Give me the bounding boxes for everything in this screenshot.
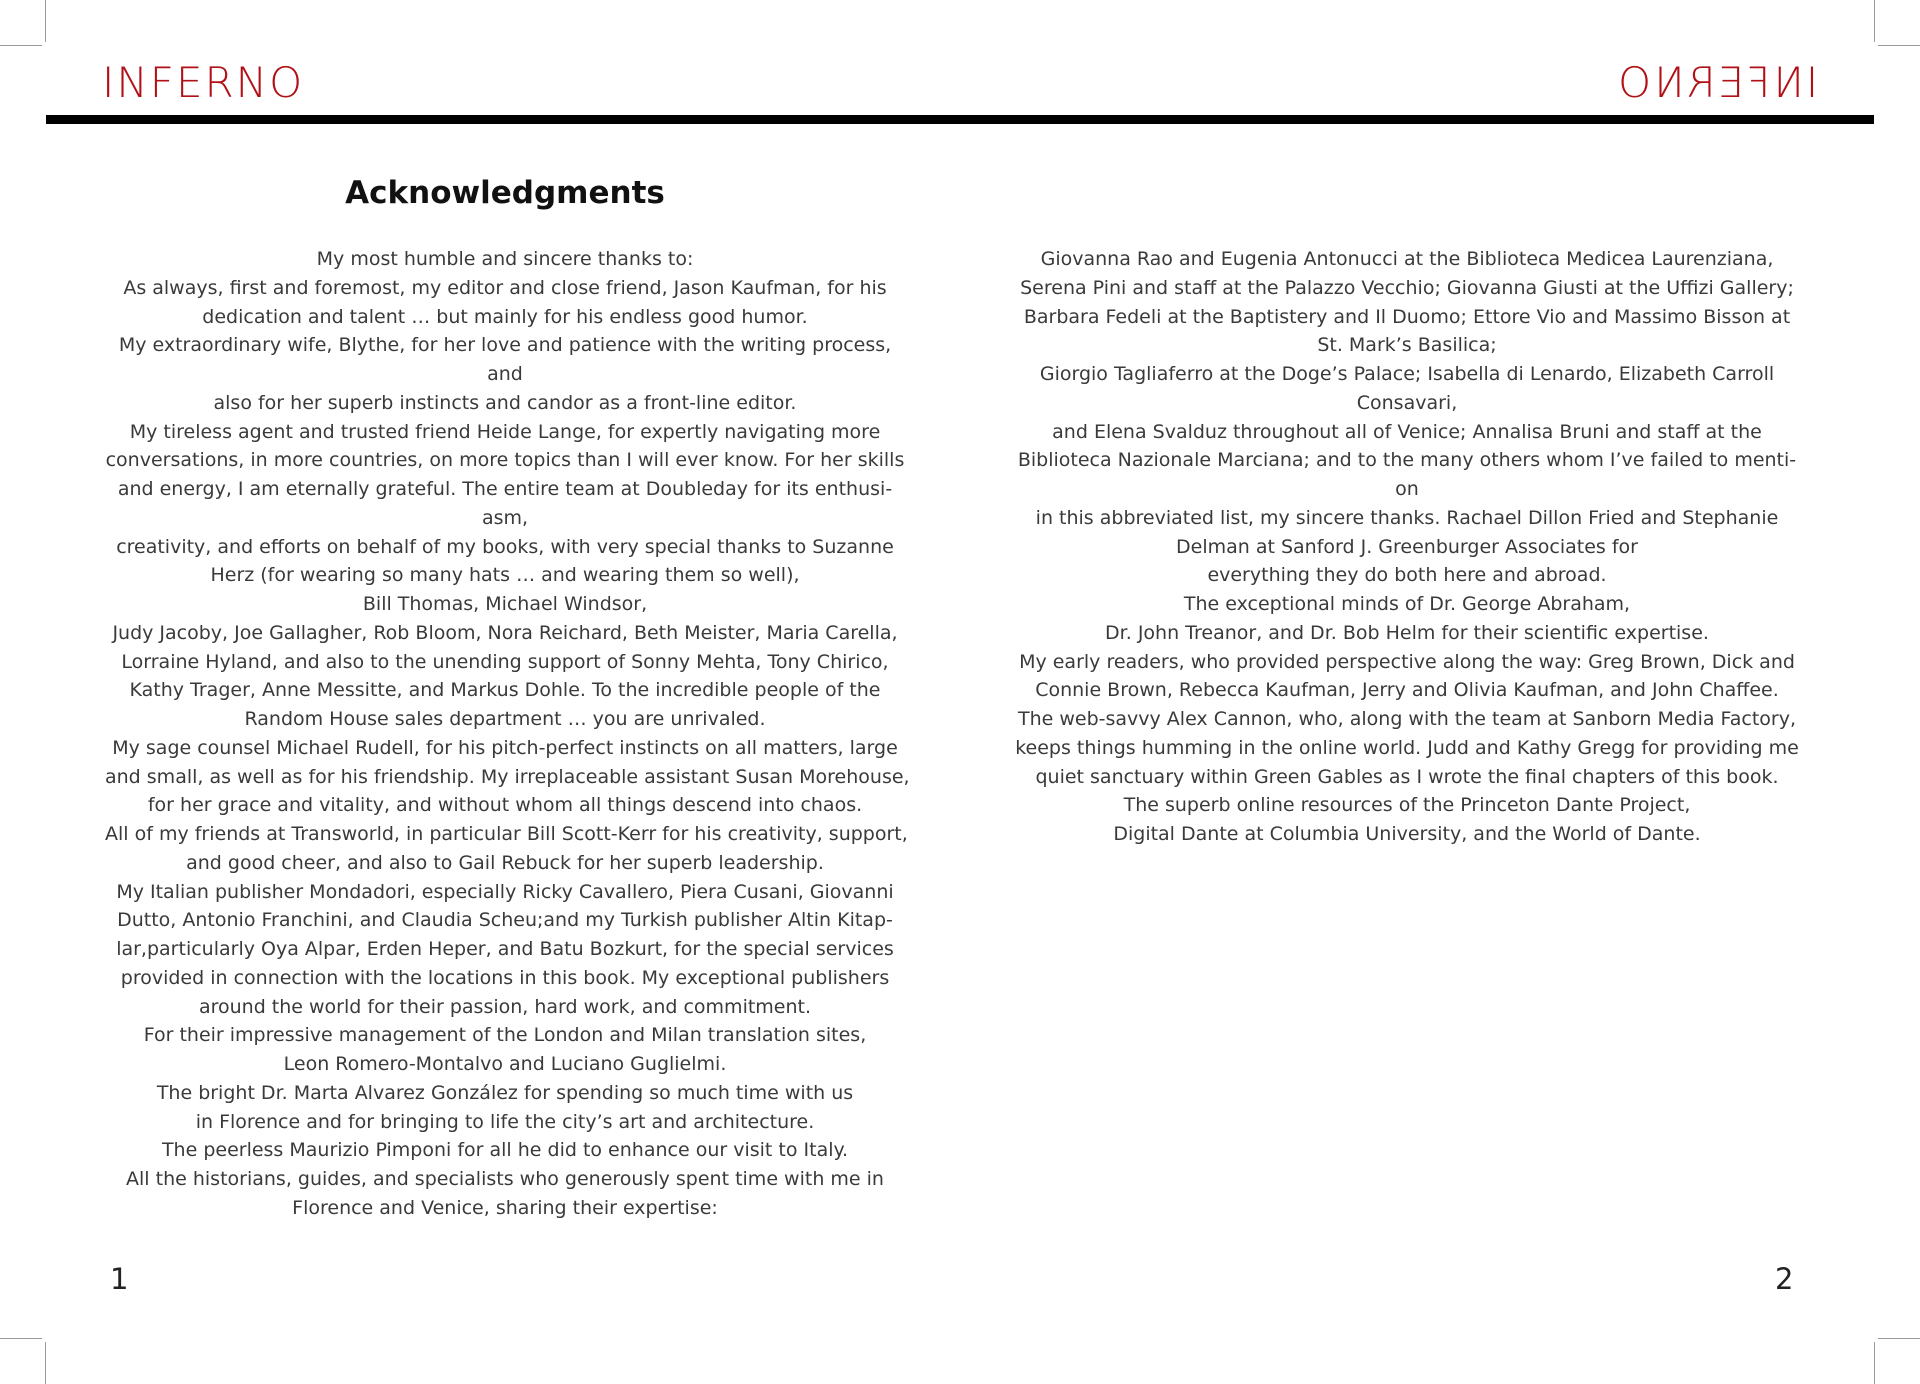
text-line: Connie Brown, Rebecca Kaufman, Jerry and Olivia Kaufman, and John Chaffee. [1035, 679, 1779, 702]
crop-mark [45, 1342, 46, 1384]
text-line: My Italian publisher Mondadori, especially Ricky Cavallero, Piera Cusani, Giovanni [116, 880, 894, 903]
left-page-text [105, 245, 910, 1223]
page-number-right: 2 [1775, 1262, 1794, 1296]
text-line: quiet sanctuary within Green Gables as I wrote the final chapters of this book. [1035, 765, 1779, 788]
text-line: My extraordinary wife, Blythe, for her love and patience with the writing process, [118, 334, 892, 357]
text-line: on [1395, 478, 1419, 500]
text-line: dedication and talent … but mainly for his endless good humor. [202, 305, 808, 328]
header-rule [46, 115, 1874, 124]
text-line: Lorraine Hyland, and also to the unending support of Sonny Mehta, Tony Chirico, [121, 650, 889, 673]
text-line: Kathy Trager, Anne Messitte, and Markus Dohle. To the incredible people of the [129, 679, 881, 702]
text-line: Leon Romero-Montalvo and Luciano Guglielmi. [283, 1053, 727, 1075]
text-line: The superb online resources of the Princeton Dante Project, [1123, 794, 1691, 817]
page-heading: Acknowledgments [345, 175, 665, 211]
text-line: The exceptional minds of Dr. George Abraham, [1183, 593, 1631, 615]
text-line: Consavari, [1356, 391, 1458, 414]
text-line: For their impressive management of the London and Milan translation sites, [143, 1024, 867, 1047]
text-line: Barbara Fedeli at the Baptistery and Il Duomo; Ettore Vio and Massimo Bisson at [1023, 305, 1791, 328]
text-line: My early readers, who provided perspective along the way: Greg Brown, Dick and [1019, 650, 1795, 673]
text-line: keeps things humming in the online world. Judd and Kathy Gregg for providing me [1015, 736, 1799, 759]
text-line: The peerless Maurizio Pimponi for all he did to enhance our visit to Italy. [161, 1139, 849, 1162]
text-line: Florence and Venice, sharing their expertise: [292, 1196, 718, 1219]
text-line: Bill Thomas, Michael Windsor, [362, 593, 648, 615]
text-line: St. Mark’s Basilica; [1317, 334, 1497, 357]
text-line: The bright Dr. Marta Alvarez González for spending so much time with us [156, 1081, 854, 1104]
text-line: My most humble and sincere thanks to: [316, 248, 694, 270]
crop-mark [1878, 45, 1920, 46]
text-line: All of my friends at Transworld, in particular Bill Scott-Kerr for his creativity, support, [105, 823, 908, 845]
text-line: Dutto, Antonio Franchini, and Claudia Scheu;and my Turkish publisher Altin Kitap- [117, 909, 893, 932]
crop-mark [1874, 0, 1875, 42]
text-line: provided in connection with the locations in this book. My exceptional publishers [120, 966, 890, 989]
text-line: and energy, I am eternally grateful. The entire team at Doubleday for its enthusi- [117, 478, 893, 500]
text-line: creativity, and efforts on behalf of my books, with very special thanks to Suzanne [116, 535, 894, 558]
text-line: Giovanna Rao and Eugenia Antonucci at the Biblioteca Medicea Laurenziana, [1040, 248, 1774, 270]
text-line: Giorgio Tagliaferro at the Doge’s Palace; Isabella di Lenardo, Elizabeth Carroll [1039, 363, 1775, 385]
running-header-left: INFERNO [102, 58, 305, 107]
crop-mark [1878, 1338, 1920, 1339]
crop-mark [0, 1338, 42, 1339]
text-line: also for her superb instincts and candor as a front-line editor. [213, 391, 797, 414]
text-line: My sage counsel Michael Rudell, for his pitch-perfect instincts on all matters, large [112, 736, 898, 759]
running-header-right-mirrored: INFERNO [1615, 58, 1818, 107]
text-line: lar,particularly Oya Alpar, Erden Heper, and Batu Bozkurt, for the special services [116, 938, 894, 960]
text-line: and small, as well as for his friendship. My irreplaceable assistant Susan Morehouse, [105, 765, 910, 788]
text-line: and good cheer, and also to Gail Rebuck for her superb leadership. [186, 851, 824, 874]
text-line: As always, first and foremost, my editor and close friend, Jason Kaufman, for his [123, 276, 887, 299]
right-page-text [1007, 245, 1807, 849]
text-line: asm, [481, 506, 529, 529]
text-line: All the historians, guides, and specialists who generously spent time with me in [126, 1168, 884, 1190]
text-line: in Florence and for bringing to life the city’s art and architecture. [195, 1110, 815, 1133]
text-line: Dr. John Treanor, and Dr. Bob Helm for their scientific expertise. [1105, 621, 1709, 644]
text-line: around the world for their passion, hard work, and commitment. [198, 995, 812, 1018]
text-line: everything they do both here and abroad. [1207, 564, 1607, 587]
text-line: Biblioteca Nazionale Marciana; and to the many others whom I’ve failed to menti- [1017, 449, 1797, 472]
text-line: Serena Pini and staff at the Palazzo Vecchio; Giovanna Giusti at the Uffizi Gallery; [1020, 276, 1794, 299]
crop-mark [0, 45, 42, 46]
text-line: and Elena Svalduz throughout all of Venice; Annalisa Bruni and staff at the [1052, 420, 1762, 443]
text-line: in this abbreviated list, my sincere thanks. Rachael Dillon Fried and Stephanie [1035, 506, 1779, 529]
page-number-left: 1 [110, 1262, 129, 1296]
text-line: conversations, in more countries, on more topics than I will ever know. For her skills [105, 449, 905, 472]
crop-mark [1874, 1342, 1875, 1384]
crop-mark [45, 0, 46, 42]
text-line: and [487, 363, 523, 385]
text-line: The web-savvy Alex Cannon, who, along with the team at Sanborn Media Factory, [1017, 708, 1797, 730]
text-line: Delman at Sanford J. Greenburger Associates for [1176, 535, 1638, 558]
text-line: Random House sales department … you are unrivaled. [244, 708, 766, 730]
text-line: for her grace and vitality, and without whom all things descend into chaos. [147, 794, 863, 817]
text-line: Digital Dante at Columbia University, and the World of Dante. [1113, 823, 1701, 845]
text-line: Herz (for wearing so many hats … and wearing them so well), [210, 564, 800, 587]
text-line: Judy Jacoby, Joe Gallagher, Rob Bloom, Nora Reichard, Beth Meister, Maria Carella, [112, 621, 898, 644]
text-line: My tireless agent and trusted friend Heide Lange, for expertly navigating more [129, 420, 881, 443]
